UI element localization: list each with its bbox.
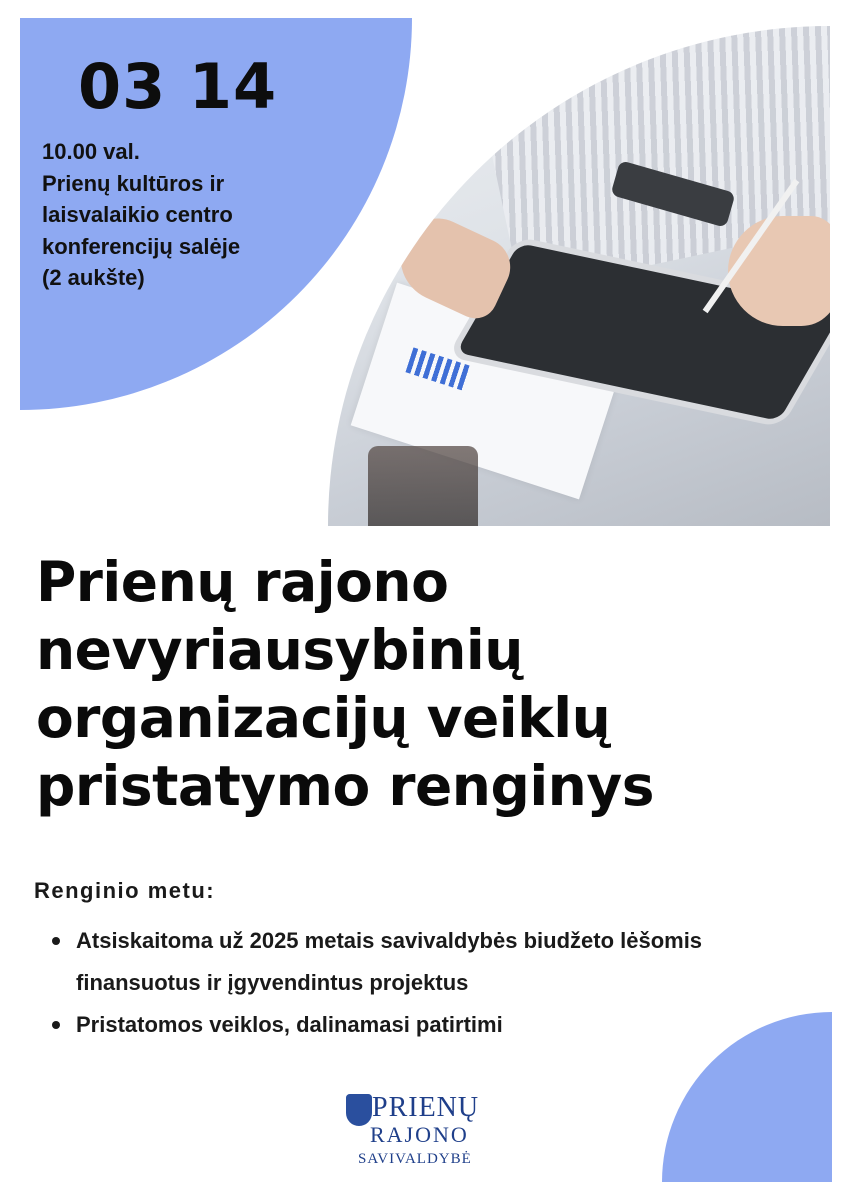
agenda-item — [50, 1004, 790, 1046]
header-photo — [328, 26, 830, 526]
municipality-logo — [342, 1092, 482, 1176]
agenda-item — [50, 920, 790, 1004]
agenda-item-text: Atsiskaitoma už 2025 metais savivaldybės biudžeto lėšomis finansuotus ir įgyvendintus projektus — [76, 928, 703, 995]
photo-hand-right — [728, 216, 830, 326]
headline-line: nevyriausybinių — [36, 618, 523, 682]
venue-line: konferencijų salėje — [42, 233, 241, 259]
logo-line-1: PRIENŲ — [372, 1092, 480, 1123]
bullet-icon — [52, 1021, 60, 1029]
logo-line-3: SAVIVALDYBĖ — [358, 1151, 472, 1167]
event-headline — [36, 548, 826, 820]
headline-line: Prienų rajono — [36, 550, 449, 614]
agenda-item-text: Pristatomos veiklos, dalinamasi patirtimi — [76, 1012, 503, 1037]
event-venue — [42, 136, 342, 294]
agenda-list — [50, 920, 790, 1046]
venue-line: 10.00 val. — [42, 139, 140, 164]
bullet-icon — [52, 937, 60, 945]
photo-pen-cup — [368, 446, 478, 526]
agenda-title: Renginio metu: — [34, 878, 216, 903]
logo-line-2: RAJONO — [370, 1122, 469, 1147]
venue-line: Prienų kultūros ir — [42, 170, 225, 196]
event-date: 03 14 — [78, 50, 278, 123]
venue-line: (2 aukšte) — [42, 265, 145, 290]
headline-line: pristatymo renginys — [36, 754, 654, 818]
headline-line: organizacijų veiklų — [36, 686, 611, 750]
venue-line: laisvalaikio centro — [42, 202, 233, 227]
shield-icon — [346, 1094, 372, 1126]
